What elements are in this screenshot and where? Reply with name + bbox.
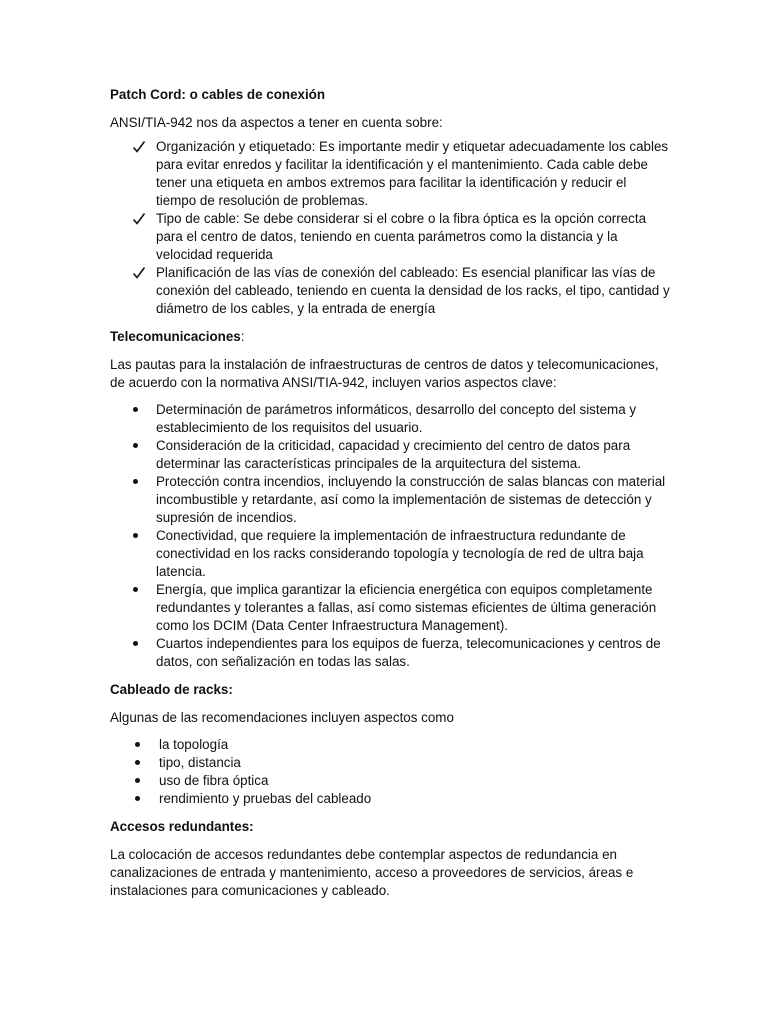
list-item-text: rendimiento y pruebas del cableado — [159, 791, 372, 806]
bullet-icon — [133, 641, 138, 646]
list-item — [110, 581, 670, 635]
check-mark-icon — [132, 264, 146, 282]
list-item-text: Protección contra incendios, incluyendo la construcción de salas blancas con material incombustible y retardante, así como la implementación de sistemas de detección y supresión de incendios. — [156, 474, 666, 525]
list-item-text: Consideración de la criticidad, capacidad y crecimiento del centro de datos para determinar las características principales de la arquitectura del sistema. — [156, 438, 631, 471]
list-item — [110, 736, 670, 754]
section-heading-patch-cord: Patch Cord: o cables de conexión — [110, 87, 326, 102]
list-item-text: Cuartos independientes para los equipos de fuerza, telecomunicaciones y centros de datos, con señalización en todas las salas. — [156, 636, 661, 669]
check-mark-icon — [132, 138, 146, 156]
list-item-text: tipo, distancia — [159, 755, 241, 770]
list-item — [110, 527, 670, 581]
section-heading-redundant: Accesos redundantes: — [110, 819, 254, 834]
racks-intro: Algunas de las recomendaciones incluyen aspectos como — [110, 710, 454, 725]
list-item — [110, 401, 670, 437]
list-item-text: Planificación de las vías de conexión del cableado: Es esencial planificar las vías de conexión del cableado, teniendo en cuenta la densidad de los racks, el tipo, cantidad y diámetro de los cables, y la entrada de energía — [156, 265, 670, 316]
bullet-icon — [135, 778, 140, 783]
bullet-icon — [135, 742, 140, 747]
list-item-text: Determinación de parámetros informáticos, desarrollo del concepto del sistema y establecimiento de los requisitos del usuario. — [156, 402, 637, 435]
list-item — [110, 473, 670, 527]
telecom-intro: Las pautas para la instalación de infraestructuras de centros de datos y telecomunicaciones, de acuerdo con la normativa ANSI/TIA-942, incluyen varios aspectos clave: — [110, 357, 659, 390]
list-item — [110, 754, 670, 772]
bullet-icon — [135, 796, 140, 801]
section-heading-racks: Cableado de racks: — [110, 682, 233, 697]
document-body — [110, 86, 670, 900]
bullet-icon — [135, 760, 140, 765]
list-item-text: uso de fibra óptica — [159, 773, 269, 788]
bullet-icon — [133, 587, 138, 592]
list-item-text: Energía, que implica garantizar la eficiencia energética con equipos completamente redundantes y tolerantes a fallas, así como sistemas eficientes de última generación como los DCIM (Data Center Infraestructura Management). — [156, 582, 657, 633]
bullet-icon — [133, 479, 138, 484]
list-item — [110, 790, 670, 808]
check-mark-icon — [132, 210, 146, 228]
list-item-text: la topología — [159, 737, 229, 752]
patch-cord-list — [110, 138, 670, 318]
list-item — [110, 635, 670, 671]
list-item — [110, 210, 670, 264]
racks-list — [110, 736, 670, 808]
telecom-list — [110, 401, 670, 671]
list-item-text: Organización y etiquetado: Es importante medir y etiquetar adecuadamente los cables para evitar enredos y facilitar la identificación y el mantenimiento. Cada cable debe tener una etiqueta en ambos extremos para facilitar la identificación y reducir el tiempo de resolución de problemas. — [156, 139, 669, 208]
redundant-body: La colocación de accesos redundantes debe contemplar aspectos de redundancia en canalizaciones de entrada y mantenimiento, acceso a proveedores de servicios, áreas e instalaciones para comunicaciones y cableado. — [110, 847, 634, 898]
section-heading-telecom — [110, 328, 670, 346]
list-item — [110, 772, 670, 790]
bullet-icon — [133, 407, 138, 412]
bullet-icon — [133, 533, 138, 538]
telecom-heading-text: Telecomunicaciones — [110, 329, 241, 344]
list-item — [110, 437, 670, 473]
telecom-heading-colon: : — [240, 329, 245, 344]
list-item-text: Conectividad, que requiere la implementación de infraestructura redundante de conectividad en los racks considerando topología y tecnología de red de ultra baja latencia. — [156, 528, 644, 579]
list-item-text: Tipo de cable: Se debe considerar si el cobre o la fibra óptica es la opción correcta para el centro de datos, teniendo en cuenta parámetros como la distancia y la velocidad requerida — [156, 211, 647, 262]
list-item — [110, 138, 670, 210]
bullet-icon — [133, 443, 138, 448]
list-item — [110, 264, 670, 318]
patch-cord-intro: ANSI/TIA-942 nos da aspectos a tener en cuenta sobre: — [110, 115, 443, 130]
